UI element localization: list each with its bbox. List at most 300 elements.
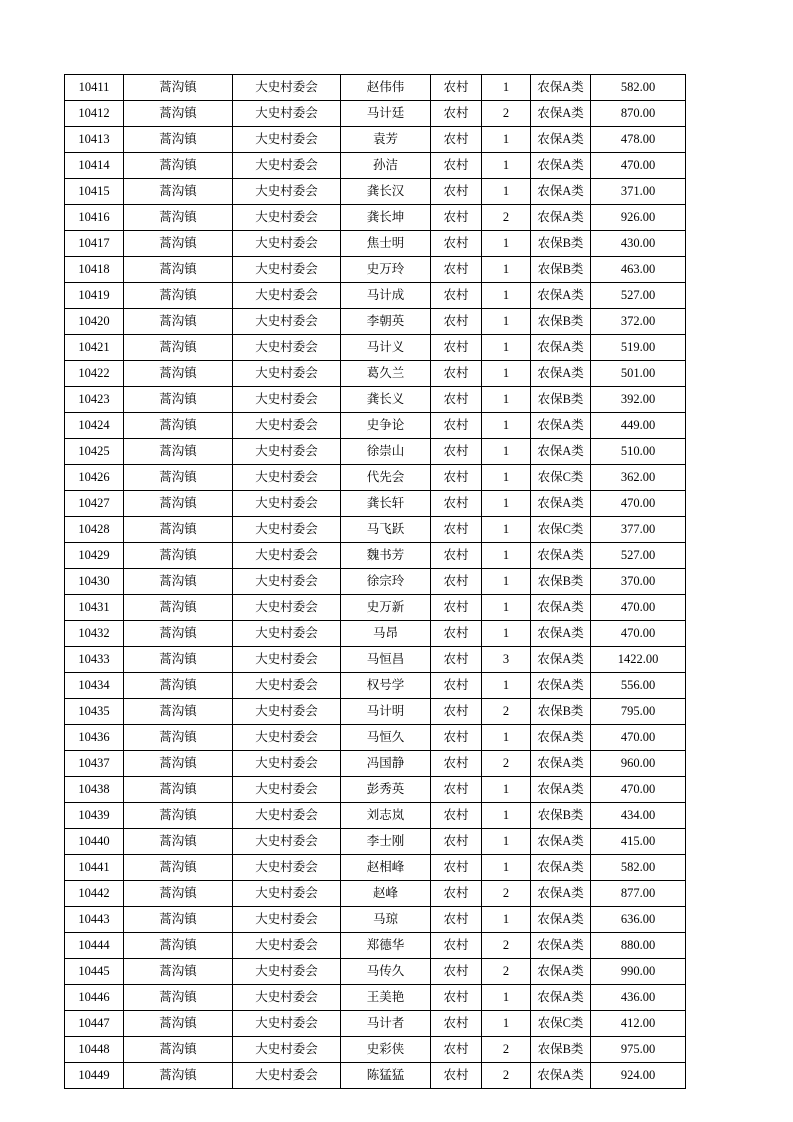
cell-amount: 470.00 [591,491,686,517]
cell-record-id: 10449 [65,1063,124,1089]
cell-village-committee: 大史村委会 [233,1037,341,1063]
cell-count: 1 [482,517,531,543]
cell-town: 蒿沟镇 [124,699,233,725]
cell-record-id: 10429 [65,543,124,569]
cell-town: 蒿沟镇 [124,153,233,179]
cell-amount: 556.00 [591,673,686,699]
table-row [65,907,686,933]
cell-insurance-category: 农保B类 [531,387,591,413]
cell-insurance-category: 农保A类 [531,127,591,153]
cell-town: 蒿沟镇 [124,647,233,673]
cell-person-name: 史万玲 [341,257,431,283]
table-row [65,595,686,621]
cell-person-name: 马飞跃 [341,517,431,543]
cell-amount: 519.00 [591,335,686,361]
table-row [65,491,686,517]
cell-count: 1 [482,1011,531,1037]
cell-village-committee: 大史村委会 [233,153,341,179]
cell-insurance-category: 农保A类 [531,855,591,881]
cell-town: 蒿沟镇 [124,1063,233,1089]
cell-count: 1 [482,569,531,595]
cell-town: 蒿沟镇 [124,777,233,803]
cell-village-committee: 大史村委会 [233,1011,341,1037]
cell-insurance-category: 农保A类 [531,777,591,803]
cell-insurance-category: 农保A类 [531,75,591,101]
cell-residence-type: 农村 [431,777,482,803]
table-row [65,1063,686,1089]
cell-amount: 470.00 [591,777,686,803]
cell-person-name: 龚长汉 [341,179,431,205]
cell-record-id: 10420 [65,309,124,335]
cell-record-id: 10443 [65,907,124,933]
cell-insurance-category: 农保A类 [531,621,591,647]
cell-residence-type: 农村 [431,959,482,985]
cell-insurance-category: 农保A类 [531,361,591,387]
cell-person-name: 马恒久 [341,725,431,751]
table-row [65,439,686,465]
cell-count: 1 [482,257,531,283]
cell-amount: 582.00 [591,855,686,881]
cell-person-name: 彭秀英 [341,777,431,803]
table-row [65,855,686,881]
cell-record-id: 10435 [65,699,124,725]
cell-amount: 501.00 [591,361,686,387]
cell-residence-type: 农村 [431,725,482,751]
cell-insurance-category: 农保A类 [531,881,591,907]
cell-person-name: 陈猛猛 [341,1063,431,1089]
cell-village-committee: 大史村委会 [233,699,341,725]
cell-town: 蒿沟镇 [124,803,233,829]
cell-record-id: 10422 [65,361,124,387]
table-row [65,699,686,725]
cell-person-name: 马恒昌 [341,647,431,673]
cell-town: 蒿沟镇 [124,465,233,491]
cell-amount: 415.00 [591,829,686,855]
cell-insurance-category: 农保A类 [531,933,591,959]
cell-town: 蒿沟镇 [124,1011,233,1037]
table-row [65,881,686,907]
cell-residence-type: 农村 [431,231,482,257]
cell-insurance-category: 农保A类 [531,1063,591,1089]
cell-record-id: 10436 [65,725,124,751]
cell-count: 1 [482,543,531,569]
table-row [65,647,686,673]
cell-count: 1 [482,803,531,829]
cell-insurance-category: 农保B类 [531,803,591,829]
table-row [65,1037,686,1063]
cell-person-name: 赵伟伟 [341,75,431,101]
cell-amount: 582.00 [591,75,686,101]
cell-count: 2 [482,751,531,777]
cell-village-committee: 大史村委会 [233,231,341,257]
cell-amount: 527.00 [591,543,686,569]
cell-count: 2 [482,205,531,231]
cell-town: 蒿沟镇 [124,75,233,101]
cell-residence-type: 农村 [431,127,482,153]
cell-record-id: 10416 [65,205,124,231]
cell-residence-type: 农村 [431,75,482,101]
cell-count: 1 [482,907,531,933]
cell-person-name: 魏书芳 [341,543,431,569]
cell-amount: 372.00 [591,309,686,335]
cell-person-name: 徐宗玲 [341,569,431,595]
cell-person-name: 刘志岚 [341,803,431,829]
cell-person-name: 孙洁 [341,153,431,179]
cell-amount: 795.00 [591,699,686,725]
cell-town: 蒿沟镇 [124,595,233,621]
cell-insurance-category: 农保A类 [531,205,591,231]
cell-residence-type: 农村 [431,985,482,1011]
table-row [65,933,686,959]
cell-village-committee: 大史村委会 [233,777,341,803]
cell-amount: 470.00 [591,725,686,751]
cell-person-name: 马计义 [341,335,431,361]
cell-village-committee: 大史村委会 [233,257,341,283]
cell-count: 2 [482,881,531,907]
table-row [65,985,686,1011]
table-row [65,465,686,491]
table-row [65,777,686,803]
cell-record-id: 10441 [65,855,124,881]
cell-amount: 877.00 [591,881,686,907]
cell-town: 蒿沟镇 [124,517,233,543]
table-row [65,751,686,777]
cell-residence-type: 农村 [431,1063,482,1089]
cell-town: 蒿沟镇 [124,1037,233,1063]
cell-residence-type: 农村 [431,361,482,387]
cell-amount: 510.00 [591,439,686,465]
cell-town: 蒿沟镇 [124,361,233,387]
cell-count: 1 [482,283,531,309]
cell-count: 2 [482,933,531,959]
cell-insurance-category: 农保A类 [531,413,591,439]
cell-town: 蒿沟镇 [124,933,233,959]
table-row [65,101,686,127]
cell-record-id: 10423 [65,387,124,413]
cell-town: 蒿沟镇 [124,673,233,699]
cell-record-id: 10432 [65,621,124,647]
cell-town: 蒿沟镇 [124,179,233,205]
cell-town: 蒿沟镇 [124,543,233,569]
cell-town: 蒿沟镇 [124,855,233,881]
cell-insurance-category: 农保A类 [531,283,591,309]
cell-count: 1 [482,985,531,1011]
cell-village-committee: 大史村委会 [233,751,341,777]
cell-residence-type: 农村 [431,309,482,335]
cell-town: 蒿沟镇 [124,907,233,933]
cell-insurance-category: 农保A类 [531,439,591,465]
table-row [65,127,686,153]
table-row [65,413,686,439]
cell-person-name: 龚长坤 [341,205,431,231]
cell-town: 蒿沟镇 [124,959,233,985]
table-row [65,231,686,257]
cell-record-id: 10438 [65,777,124,803]
cell-record-id: 10431 [65,595,124,621]
cell-person-name: 马传久 [341,959,431,985]
cell-person-name: 李朝英 [341,309,431,335]
cell-count: 2 [482,101,531,127]
cell-residence-type: 农村 [431,465,482,491]
cell-amount: 470.00 [591,153,686,179]
cell-insurance-category: 农保A类 [531,751,591,777]
cell-town: 蒿沟镇 [124,309,233,335]
cell-record-id: 10413 [65,127,124,153]
cell-count: 1 [482,465,531,491]
cell-village-committee: 大史村委会 [233,335,341,361]
table-row [65,387,686,413]
cell-residence-type: 农村 [431,673,482,699]
cell-amount: 478.00 [591,127,686,153]
cell-amount: 926.00 [591,205,686,231]
cell-village-committee: 大史村委会 [233,439,341,465]
table-row [65,205,686,231]
table-row [65,959,686,985]
table-row [65,569,686,595]
cell-residence-type: 农村 [431,543,482,569]
cell-insurance-category: 农保A类 [531,725,591,751]
cell-residence-type: 农村 [431,829,482,855]
cell-residence-type: 农村 [431,257,482,283]
cell-town: 蒿沟镇 [124,257,233,283]
cell-amount: 463.00 [591,257,686,283]
cell-person-name: 史彩侠 [341,1037,431,1063]
cell-person-name: 马昂 [341,621,431,647]
cell-town: 蒿沟镇 [124,725,233,751]
cell-residence-type: 农村 [431,205,482,231]
cell-residence-type: 农村 [431,491,482,517]
cell-amount: 880.00 [591,933,686,959]
cell-amount: 436.00 [591,985,686,1011]
cell-person-name: 马计者 [341,1011,431,1037]
cell-count: 1 [482,413,531,439]
cell-person-name: 代先会 [341,465,431,491]
cell-residence-type: 农村 [431,699,482,725]
cell-village-committee: 大史村委会 [233,725,341,751]
cell-person-name: 赵峰 [341,881,431,907]
cell-person-name: 袁芳 [341,127,431,153]
cell-residence-type: 农村 [431,335,482,361]
cell-residence-type: 农村 [431,803,482,829]
cell-town: 蒿沟镇 [124,751,233,777]
cell-person-name: 龚长义 [341,387,431,413]
cell-amount: 1422.00 [591,647,686,673]
cell-village-committee: 大史村委会 [233,959,341,985]
cell-village-committee: 大史村委会 [233,75,341,101]
cell-person-name: 冯国静 [341,751,431,777]
cell-record-id: 10430 [65,569,124,595]
cell-record-id: 10433 [65,647,124,673]
table-row [65,725,686,751]
cell-record-id: 10446 [65,985,124,1011]
cell-insurance-category: 农保C类 [531,465,591,491]
cell-count: 1 [482,855,531,881]
cell-village-committee: 大史村委会 [233,309,341,335]
cell-village-committee: 大史村委会 [233,517,341,543]
cell-amount: 412.00 [591,1011,686,1037]
cell-village-committee: 大史村委会 [233,595,341,621]
cell-village-committee: 大史村委会 [233,985,341,1011]
cell-count: 1 [482,127,531,153]
cell-person-name: 马计明 [341,699,431,725]
cell-record-id: 10434 [65,673,124,699]
cell-record-id: 10448 [65,1037,124,1063]
cell-village-committee: 大史村委会 [233,855,341,881]
cell-person-name: 龚长轩 [341,491,431,517]
cell-person-name: 赵相峰 [341,855,431,881]
cell-amount: 371.00 [591,179,686,205]
cell-count: 1 [482,829,531,855]
cell-village-committee: 大史村委会 [233,803,341,829]
cell-person-name: 权号学 [341,673,431,699]
cell-count: 2 [482,959,531,985]
cell-person-name: 马计成 [341,283,431,309]
cell-count: 1 [482,361,531,387]
cell-town: 蒿沟镇 [124,491,233,517]
cell-town: 蒿沟镇 [124,413,233,439]
cell-village-committee: 大史村委会 [233,621,341,647]
cell-count: 2 [482,699,531,725]
cell-village-committee: 大史村委会 [233,465,341,491]
cell-residence-type: 农村 [431,387,482,413]
cell-record-id: 10428 [65,517,124,543]
cell-town: 蒿沟镇 [124,335,233,361]
cell-town: 蒿沟镇 [124,101,233,127]
cell-insurance-category: 农保B类 [531,231,591,257]
cell-count: 2 [482,1063,531,1089]
cell-residence-type: 农村 [431,569,482,595]
cell-record-id: 10411 [65,75,124,101]
cell-residence-type: 农村 [431,153,482,179]
cell-village-committee: 大史村委会 [233,907,341,933]
cell-village-committee: 大史村委会 [233,933,341,959]
cell-residence-type: 农村 [431,283,482,309]
cell-residence-type: 农村 [431,647,482,673]
table-body [65,75,686,1089]
table-row [65,179,686,205]
cell-village-committee: 大史村委会 [233,283,341,309]
cell-residence-type: 农村 [431,1011,482,1037]
cell-count: 1 [482,309,531,335]
cell-record-id: 10424 [65,413,124,439]
cell-amount: 527.00 [591,283,686,309]
table-row [65,517,686,543]
cell-count: 1 [482,75,531,101]
table-row [65,257,686,283]
cell-village-committee: 大史村委会 [233,205,341,231]
cell-amount: 470.00 [591,595,686,621]
table-row [65,75,686,101]
cell-insurance-category: 农保B类 [531,309,591,335]
cell-person-name: 徐崇山 [341,439,431,465]
cell-town: 蒿沟镇 [124,231,233,257]
table-row [65,335,686,361]
cell-amount: 370.00 [591,569,686,595]
cell-person-name: 王美艳 [341,985,431,1011]
cell-insurance-category: 农保B类 [531,257,591,283]
cell-town: 蒿沟镇 [124,439,233,465]
cell-insurance-category: 农保A类 [531,491,591,517]
cell-town: 蒿沟镇 [124,881,233,907]
cell-amount: 636.00 [591,907,686,933]
cell-residence-type: 农村 [431,439,482,465]
cell-residence-type: 农村 [431,179,482,205]
cell-amount: 377.00 [591,517,686,543]
cell-count: 1 [482,673,531,699]
cell-record-id: 10437 [65,751,124,777]
cell-insurance-category: 农保A类 [531,543,591,569]
cell-village-committee: 大史村委会 [233,413,341,439]
cell-amount: 960.00 [591,751,686,777]
cell-residence-type: 农村 [431,1037,482,1063]
cell-count: 1 [482,335,531,361]
cell-record-id: 10415 [65,179,124,205]
cell-insurance-category: 农保B类 [531,569,591,595]
cell-person-name: 葛久兰 [341,361,431,387]
table-row [65,153,686,179]
cell-amount: 924.00 [591,1063,686,1089]
cell-town: 蒿沟镇 [124,621,233,647]
cell-record-id: 10426 [65,465,124,491]
cell-insurance-category: 农保A类 [531,153,591,179]
cell-insurance-category: 农保B类 [531,1037,591,1063]
cell-count: 1 [482,153,531,179]
cell-village-committee: 大史村委会 [233,101,341,127]
cell-insurance-category: 农保A类 [531,647,591,673]
cell-village-committee: 大史村委会 [233,647,341,673]
cell-residence-type: 农村 [431,855,482,881]
cell-insurance-category: 农保A类 [531,959,591,985]
cell-count: 3 [482,647,531,673]
cell-town: 蒿沟镇 [124,127,233,153]
cell-village-committee: 大史村委会 [233,1063,341,1089]
cell-insurance-category: 农保A类 [531,673,591,699]
cell-record-id: 10439 [65,803,124,829]
cell-village-committee: 大史村委会 [233,127,341,153]
cell-town: 蒿沟镇 [124,387,233,413]
cell-insurance-category: 农保C类 [531,517,591,543]
cell-count: 2 [482,1037,531,1063]
cell-residence-type: 农村 [431,751,482,777]
cell-village-committee: 大史村委会 [233,569,341,595]
table-row [65,829,686,855]
cell-record-id: 10444 [65,933,124,959]
cell-record-id: 10417 [65,231,124,257]
cell-residence-type: 农村 [431,907,482,933]
cell-amount: 990.00 [591,959,686,985]
cell-amount: 449.00 [591,413,686,439]
cell-village-committee: 大史村委会 [233,543,341,569]
cell-insurance-category: 农保C类 [531,1011,591,1037]
cell-record-id: 10442 [65,881,124,907]
cell-person-name: 马计廷 [341,101,431,127]
cell-person-name: 郑德华 [341,933,431,959]
cell-residence-type: 农村 [431,517,482,543]
cell-town: 蒿沟镇 [124,829,233,855]
cell-residence-type: 农村 [431,933,482,959]
cell-residence-type: 农村 [431,621,482,647]
cell-amount: 430.00 [591,231,686,257]
cell-record-id: 10445 [65,959,124,985]
cell-record-id: 10425 [65,439,124,465]
table-row [65,803,686,829]
cell-insurance-category: 农保A类 [531,907,591,933]
cell-person-name: 史万新 [341,595,431,621]
cell-record-id: 10440 [65,829,124,855]
cell-count: 1 [482,179,531,205]
cell-village-committee: 大史村委会 [233,881,341,907]
cell-village-committee: 大史村委会 [233,361,341,387]
